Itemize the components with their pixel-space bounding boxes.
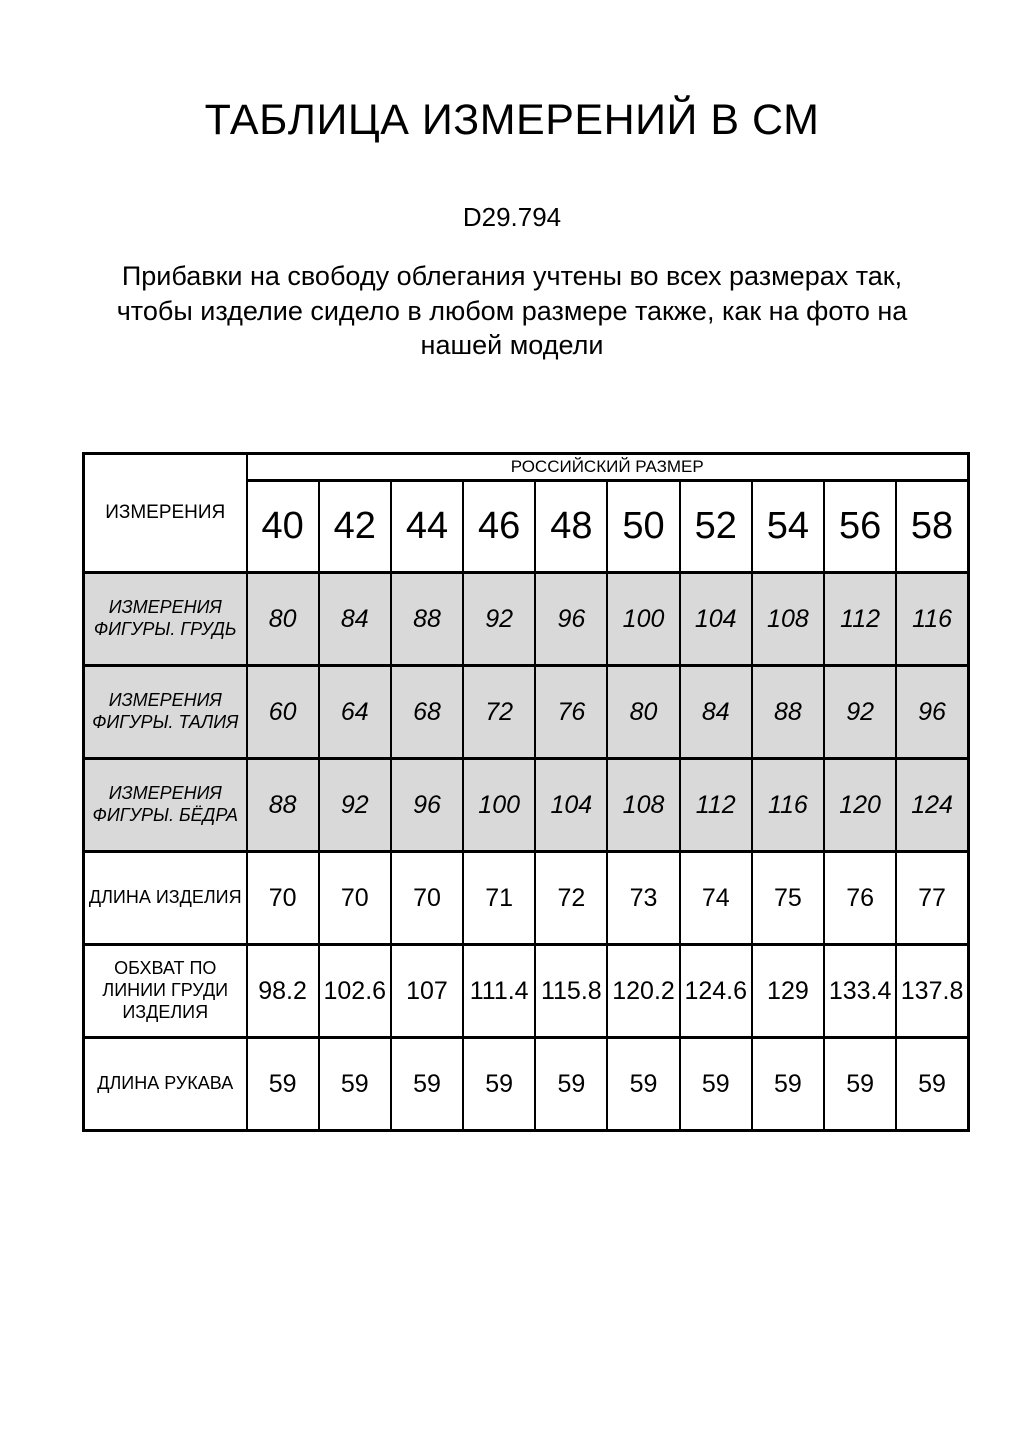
value-cell: 111.4 [463,945,535,1038]
size-header-cell: 48 [535,481,607,573]
value-cell: 137.8 [896,945,968,1038]
value-cell: 70 [247,852,319,945]
value-cell: 73 [607,852,679,945]
value-cell: 108 [752,573,824,666]
value-cell: 124.6 [680,945,752,1038]
value-cell: 80 [607,666,679,759]
value-cell: 104 [535,759,607,852]
value-cell: 84 [680,666,752,759]
group-header-row [84,454,969,481]
table-row [84,759,969,852]
fit-note: Прибавки на свободу облегания учтены во всех размерах так, чтобы изделие сидело в любом размере также, как на фото на нашей модели [116,261,908,360]
corner-label: ИЗМЕРЕНИЯ [84,454,247,573]
value-cell: 72 [535,852,607,945]
table-row [84,666,969,759]
value-cell: 59 [463,1038,535,1131]
table-row [84,852,969,945]
value-cell: 96 [391,759,463,852]
value-cell: 70 [319,852,391,945]
page-title: ТАБЛИЦА ИЗМЕРЕНИЙ В СМ [204,96,820,144]
size-table [82,452,970,1132]
value-cell: 76 [824,852,896,945]
value-cell: 133.4 [824,945,896,1038]
value-cell: 70 [391,852,463,945]
table-body [84,573,969,1131]
row-label: ИЗМЕРЕНИЯ ФИГУРЫ. ГРУДЬ [84,573,247,666]
value-cell: 96 [535,573,607,666]
value-cell: 88 [752,666,824,759]
value-cell: 100 [463,759,535,852]
value-cell: 112 [680,759,752,852]
value-cell: 59 [535,1038,607,1131]
size-header-cell: 50 [607,481,679,573]
product-code: D29.794 [462,202,562,233]
value-cell: 88 [391,573,463,666]
value-cell: 76 [535,666,607,759]
value-cell: 72 [463,666,535,759]
value-cell: 59 [607,1038,679,1131]
size-header-cell: 42 [319,481,391,573]
value-cell: 92 [463,573,535,666]
table-header [84,454,969,573]
value-cell: 96 [896,666,968,759]
value-cell: 59 [391,1038,463,1131]
value-cell: 59 [896,1038,968,1131]
value-cell: 116 [752,759,824,852]
value-cell: 68 [391,666,463,759]
size-header-cell: 46 [463,481,535,573]
value-cell: 102.6 [319,945,391,1038]
value-cell: 100 [607,573,679,666]
table-row [84,1038,969,1131]
value-cell: 120 [824,759,896,852]
value-cell: 64 [319,666,391,759]
group-header: РОССИЙСКИЙ РАЗМЕР [247,454,969,481]
value-cell: 80 [247,573,319,666]
value-cell: 107 [391,945,463,1038]
value-cell: 59 [247,1038,319,1131]
value-cell: 60 [247,666,319,759]
value-cell: 84 [319,573,391,666]
value-cell: 92 [824,666,896,759]
value-cell: 59 [319,1038,391,1131]
table-row [84,573,969,666]
value-cell: 77 [896,852,968,945]
value-cell: 129 [752,945,824,1038]
value-cell: 104 [680,573,752,666]
size-header-cell: 56 [824,481,896,573]
size-header-cell: 40 [247,481,319,573]
value-cell: 59 [752,1038,824,1131]
size-header-cell: 58 [896,481,968,573]
value-cell: 112 [824,573,896,666]
value-cell: 115.8 [535,945,607,1038]
value-cell: 120.2 [607,945,679,1038]
value-cell: 108 [607,759,679,852]
row-label: ОБХВАТ ПО ЛИНИИ ГРУДИ ИЗДЕЛИЯ [84,945,247,1038]
row-label: ДЛИНА РУКАВА [84,1038,247,1131]
value-cell: 98.2 [247,945,319,1038]
row-label: ИЗМЕРЕНИЯ ФИГУРЫ. ТАЛИЯ [84,666,247,759]
size-header-cell: 44 [391,481,463,573]
value-cell: 116 [896,573,968,666]
size-header-cell: 52 [680,481,752,573]
value-cell: 124 [896,759,968,852]
size-header-cell: 54 [752,481,824,573]
value-cell: 74 [680,852,752,945]
row-label: ИЗМЕРЕНИЯ ФИГУРЫ. БЁДРА [84,759,247,852]
value-cell: 92 [319,759,391,852]
value-cell: 59 [824,1038,896,1131]
value-cell: 88 [247,759,319,852]
value-cell: 75 [752,852,824,945]
row-label: ДЛИНА ИЗДЕЛИЯ [84,852,247,945]
value-cell: 71 [463,852,535,945]
value-cell: 59 [680,1038,752,1131]
table-row [84,945,969,1038]
